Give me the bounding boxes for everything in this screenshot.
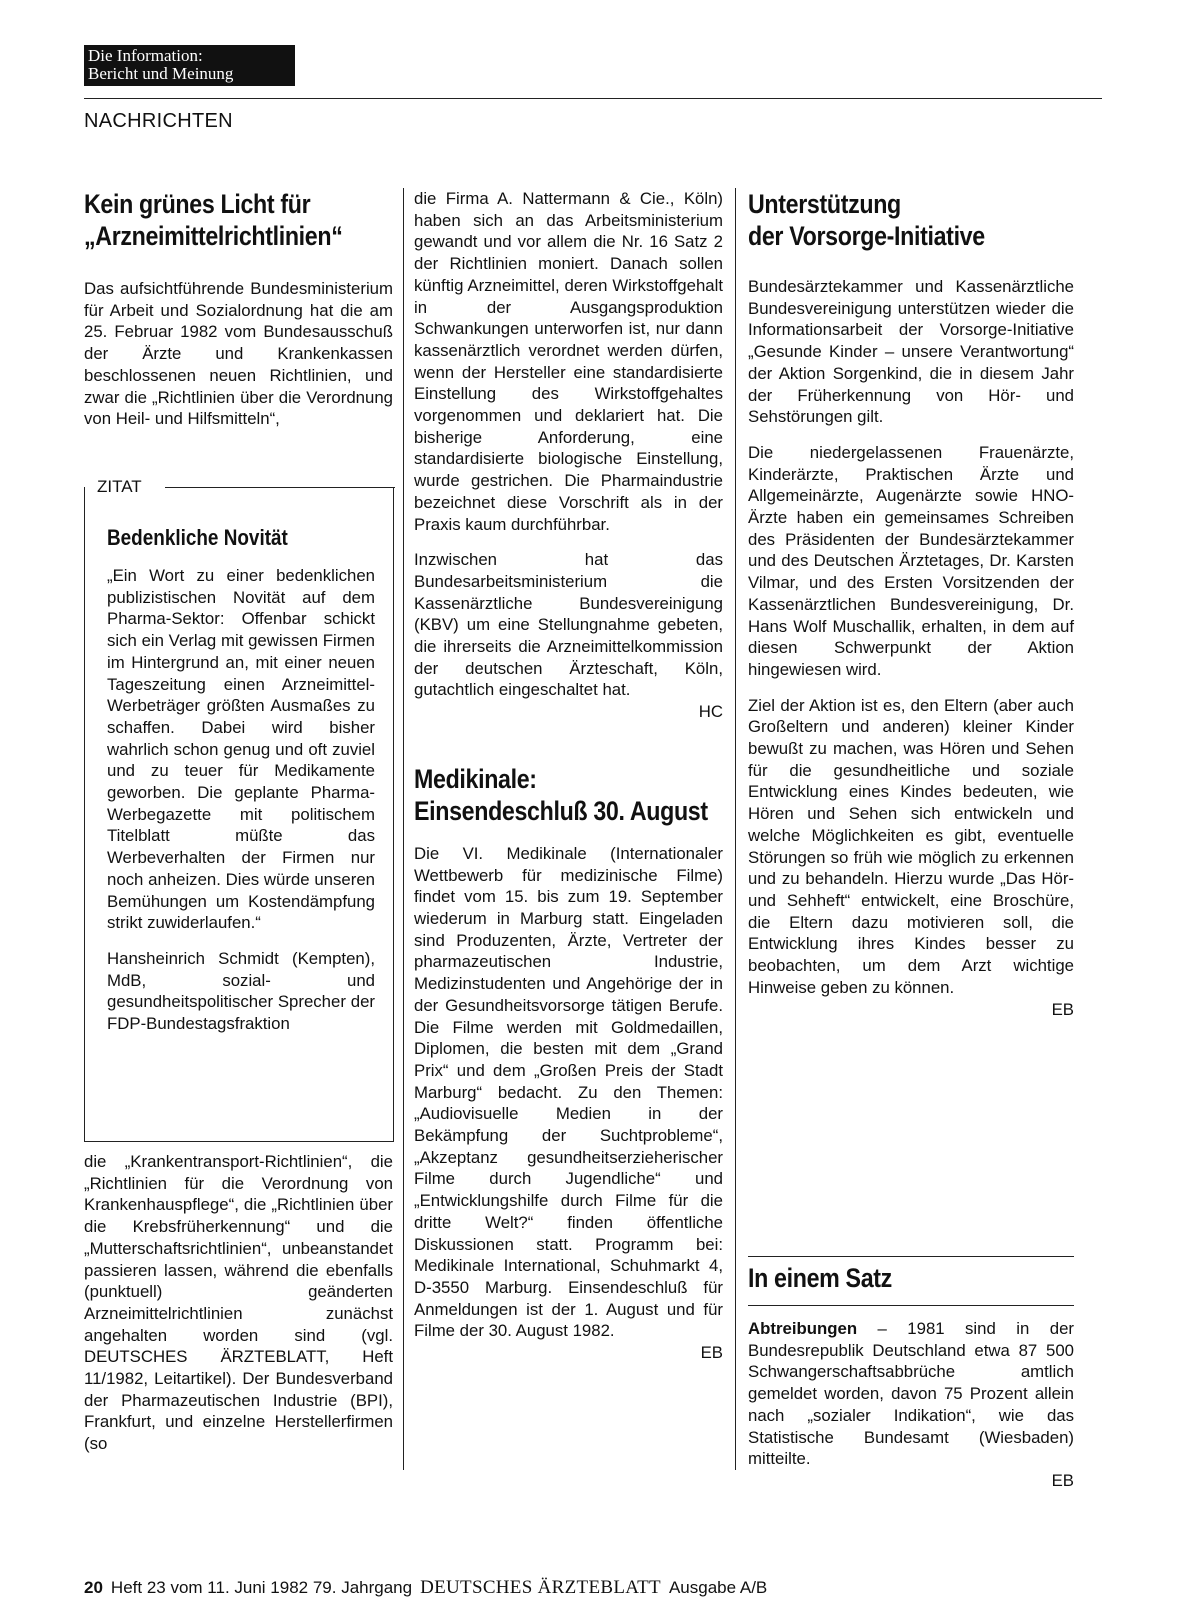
- article-4-author: EB: [1051, 1470, 1074, 1490]
- column-2: [414, 188, 723, 1364]
- article-1-paragraph-2: die „Krankentransport-Richtlinien“, die „Richtlinien für die Verordnung von Krankenhauspflege“, die „Richtlinien über die Krebsfrüherkennung“ und die „Mutterschaftsrichtlinien“, unbeanstandet passieren lassen, während die ebenfalls (punktuell) geänderten Arzneimittelrichtlinien zunächst angehalten worden sind (vgl. DEUTSCHES ÄRZTEBLATT, Heft 11/1982, Leitartikel). Der Bundesverband der Pharmazeutischen Industrie (BPI), Frankfurt, und einzelne Herstellerfirmen (so: [84, 1152, 393, 1454]
- quote-top-rule: [165, 487, 395, 488]
- top-rule: [84, 98, 1102, 99]
- article-4-lead: Abtreibungen: [748, 1319, 858, 1338]
- rubric-line-2: Bericht und Meinung: [88, 64, 234, 83]
- article-4-title: In einem Satz: [748, 1263, 892, 1293]
- article-1-title-line-2: „Arzneimittelrichtlinien“: [84, 221, 343, 251]
- column-rule-2: [735, 188, 736, 1470]
- article-3-title-line-2: der Vorsorge-Initiative: [748, 221, 985, 251]
- article-1-title-line-1: Kein grünes Licht für: [84, 189, 311, 219]
- issue-info: Heft 23 vom 11. Juni 1982 79. Jahrgang: [110, 1578, 413, 1597]
- column-1-lower: [84, 1151, 393, 1455]
- edition: Ausgabe A/B: [668, 1578, 768, 1597]
- rubric-line-1: Die Information:: [88, 46, 203, 65]
- article-3-paragraph-1: Bundesärztekammer und Kassenärztliche Bundesvereinigung unterstützen wieder die Informationsarbeit der Vorsorge-Initiative „Gesunde Kinder – unsere Verantwortung“ der Aktion Sorgenkind, die in diesem Jahr der Früherkennung von Hör- und Sehstörungen gilt.: [748, 277, 1074, 427]
- article-3-title-line-1: Unterstützung: [748, 189, 901, 219]
- article-4-text: – 1981 sind in der Bundesrepublik Deutschland etwa 87 500 Schwangerschaftsabbrüche amtlich gemeldet worden, davon 75 Prozent allein nach „sozialer Indikation“, wie das Statistische Bundesamt (Wiesbaden) mitteilte.: [748, 1319, 1074, 1469]
- quote-source: Hansheinrich Schmidt (Kempten), MdB, sozial- und gesundheitspolitischer Sprecher der FDP-Bundestagsfraktion: [107, 948, 375, 1034]
- column-rule-1: [403, 188, 404, 1470]
- article-2-author: EB: [700, 1343, 723, 1363]
- rubric-box: [84, 45, 295, 86]
- column-3: [748, 188, 1074, 1020]
- article-1-paragraph-4: Inzwischen hat das Bundesarbeitsministerium die Kassenärztliche Bundesvereinigung (KBV) um eine Stellungnahme gebeten, die ihrerseits die Arzneimittelkommission der deutschen Ärzteschaft, Köln, gutachtlich eingeschaltet hat.: [414, 550, 723, 700]
- masthead: DEUTSCHES ÄRZTEBLATT: [420, 1577, 661, 1598]
- article-3-paragraph-2: Die niedergelassenen Frauenärzte, Kinderärzte, Praktischen Ärzte und Allgemeinärzte, Augenärzte sowie HNO-Ärzte haben ein gemeinsames Schreiben des Präsidenten der Bundesärztekammer und des Deutschen Ärztetages, Dr. Karsten Vilmar, und des Ersten Vorsitzenden der Kassenärztlichen Bundesvereinigung, Dr. Hans Wolf Muschallik, erhalten, in dem auf diesen Schwerpunkt der Aktion hingewiesen wird.: [748, 442, 1074, 679]
- article-4-text-block: [748, 1318, 1074, 1470]
- column-1: [84, 188, 393, 430]
- footer: [84, 1577, 767, 1599]
- article-2-title-line-2: Einsendeschluß 30. August: [414, 795, 708, 826]
- in-einem-satz-bottom-rule: [748, 1305, 1074, 1306]
- article-2-title-line-1: Medikinale:: [414, 763, 537, 794]
- article-1-paragraph-1: Das aufsichtführende Bundesministerium für Arbeit und Sozialordnung hat die am 25. Februar 1982 vom Bundesausschuß der Ärzte und Krankenkassen beschlossenen neuen Richtlinien, und zwar die „Richtlinien über die Verordnung von Heil- und Hilfsmitteln“,: [84, 279, 393, 429]
- article-1-author: HC: [698, 702, 723, 722]
- quote-tag: ZITAT: [97, 477, 142, 496]
- article-1-paragraph-3: die Firma A. Nattermann & Cie., Köln) haben sich an das Arbeitsministerium gewandt und vor allem die Nr. 16 Satz 2 der Richtlinien moniert. Danach sollen künftig Arzneimittel, deren Wirkstoffgehalt in der Ausgangsproduktion Schwankungen unterworfen ist, nur dann kassenärztlich verordnet werden dürfen, wenn der Hersteller eine standardisierte Einstellung des Wirkstoffgehaltes vorgenommen und deklariert hat. Die bisherige Anforderung, eine standardisierte biologische Einstellung, wurde gestrichen. Die Pharmaindustrie bezeichnet diese Vorschrift als in der Praxis kaum durchführbar.: [414, 189, 723, 534]
- quote-box: [84, 477, 394, 1142]
- section-label: NACHRICHTEN: [84, 110, 233, 132]
- article-3-author: EB: [1051, 999, 1074, 1019]
- quote-body: [107, 525, 375, 1049]
- quote-text: „Ein Wort zu einer bedenklichen publizistischen Novität auf dem Pharma-Sektor: Offenbar schickt sich ein Verlag mit gewissen Firmen im Hintergrund an, mit einer neuen Tageszeitung einen Arzneimittel-Werbeträger größten Ausmaßes zu schaffen. Dabei wird bisher wahrlich schon genug und oft zuviel und zu teuer für Medikamente geworben. Die geplante Pharma-Werbegazette mit politischem Titelblatt müßte das Werbeverhalten der Firmen nur noch anheizen. Dies würde unseren Bemühungen um Kostendämpfung strikt zuwiderlaufen.“: [107, 566, 375, 933]
- column-3-lower: [748, 1262, 1074, 1308]
- column-3-satz: [748, 1318, 1074, 1492]
- article-3-paragraph-3: Ziel der Aktion ist es, den Eltern (aber auch Großeltern und anderen) kleiner Kinder bewußt zu machen, was Hören und Sehen für die gesundheitliche und soziale Entwicklung eines Kindes bedeuten, wie Hören und Sehen sich entwickeln und welche Möglichkeiten es gibt, eventuelle Störungen so früh wie möglich zu erkennen und zu behandeln. Hierzu wurde „Das Hör- und Sehheft“ entwickelt, eine Broschüre, die Eltern dazu motivieren soll, die Entwicklung ihres Kindes besser zu beobachten, um dem Arzt wichtige Hinweise geben zu können.: [748, 695, 1074, 997]
- quote-title: Bedenkliche Novität: [107, 525, 288, 550]
- article-2-text: Die VI. Medikinale (Internationaler Wettbewerb für medizinische Filme) findet vom 15. bis zum 19. September wiederum in Marburg statt. Eingeladen sind Produzenten, Ärzte, Vertreter der pharmazeutischen Industrie, Medizinstudenten und Angehörige der in der Gesundheitsvorsorge tätigen Berufe. Die Filme werden mit Goldmedaillen, Diplomen, die besten mit dem „Grand Prix“ und dem „Großen Preis der Stadt Marburg“ bedacht. Zu den Themen: „Audiovisuelle Medien in der Bekämpfung der Suchtprobleme“, „Akzeptanz gesundheitserzieherischer Filme durch Jugendliche“ und „Entwicklungshilfe durch Filme für die dritte Welt?“ finden öffentliche Diskussionen statt. Programm bei: Medikinale International, Schuhmarkt 4, D-3550 Marburg. Einsendeschluß für Anmeldungen ist der 1. August und für Filme der 30. August 1982.: [414, 843, 723, 1341]
- page-number: 20: [84, 1578, 103, 1597]
- in-einem-satz-top-rule: [748, 1256, 1074, 1257]
